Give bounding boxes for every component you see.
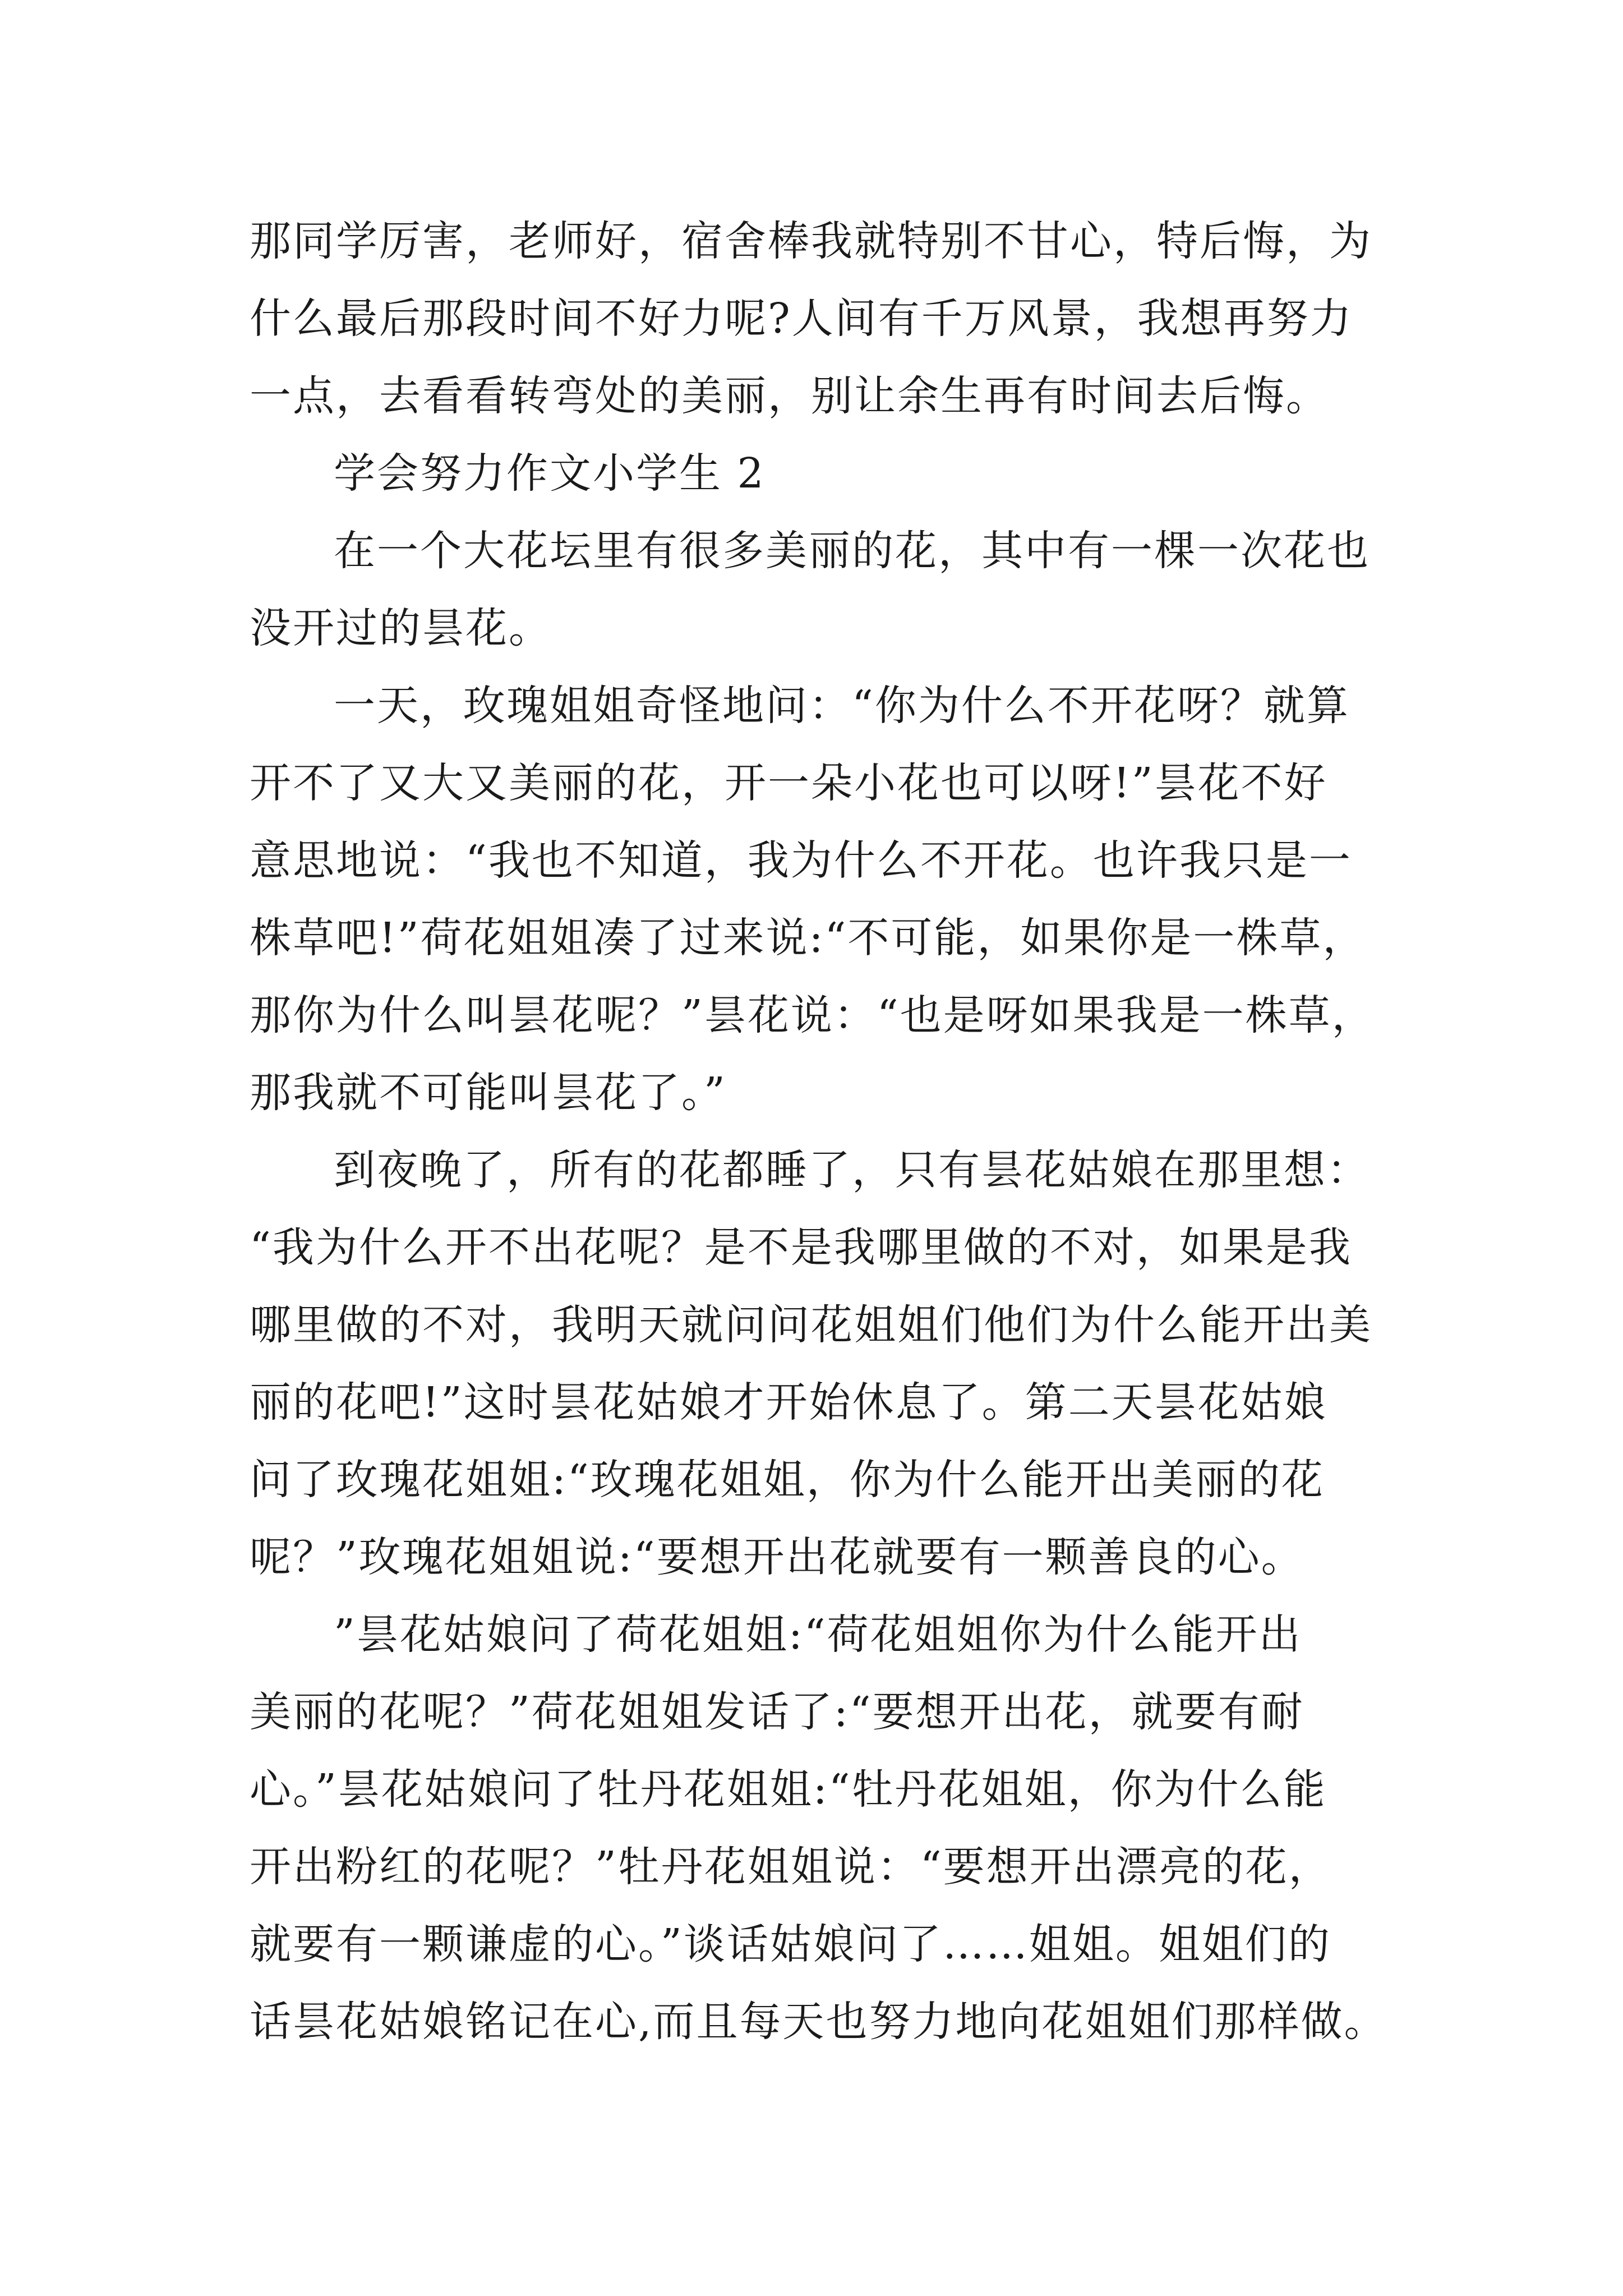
text-line: 在一个大花坛里有很多美丽的花，其中有一棵一次花也	[334, 527, 1370, 575]
text-line: 什么最后那段时间不好力呢?人间有千万风景，我想再努力	[250, 295, 1353, 343]
text-line: “我为什么开不出花呢？是不是我哪里做的不对，如果是我	[250, 1223, 1352, 1272]
text-line: 到夜晚了，所有的花都睡了，只有昙花姑娘在那里想：	[334, 1146, 1370, 1194]
text-line: 呢？”玫瑰花姐姐说:“要想开出花就要有一颗善良的心。	[250, 1533, 1304, 1581]
text-line: 丽的花吧!”这时昙花姑娘才开始休息了。第二天昙花姑娘	[250, 1378, 1327, 1427]
section-heading: 学会努力作文小学生 2	[334, 449, 766, 498]
text-line: 那同学厉害，老师好，宿舍棒我就特别不甘心，特后悔，为	[250, 217, 1372, 265]
text-line: 一天，玫瑰姐姐奇怪地问：“你为什么不开花呀？就算	[334, 682, 1350, 730]
text-line: 开出粉红的花呢？”牡丹花姐姐说：“要想开出漂亮的花，	[250, 1843, 1332, 1891]
text-line: 没开过的昙花。	[250, 604, 552, 652]
text-line: 心。”昙花姑娘问了牡丹花姐姐:“牡丹花姐姐，你为什么能	[250, 1765, 1327, 1814]
text-line: ”昙花姑娘问了荷花姐姐:“荷花姐姐你为什么能开出	[334, 1611, 1302, 1659]
text-line: 那你为什么叫昙花呢？”昙花说：“也是呀如果我是一株草，	[250, 991, 1375, 1039]
text-line: 话昙花姑娘铭记在心,而且每天也努力地向花姐姐们那样做。	[250, 1998, 1387, 2046]
text-line: 就要有一颗谦虚的心。”谈话姑娘问了……姐姐。姐姐们的	[250, 1920, 1331, 1968]
text-line: 一点，去看看转弯处的美丽，别让余生再有时间去后悔。	[250, 372, 1329, 420]
text-line: 问了玫瑰花姐姐:“玫瑰花姐姐，你为什么能开出美丽的花	[250, 1456, 1325, 1504]
text-line: 哪里做的不对，我明天就问问花姐姐们他们为什么能开出美	[250, 1301, 1372, 1349]
text-line: 那我就不可能叫昙花了。”	[250, 1069, 727, 1117]
text-line: 美丽的花呢？”荷花姐姐发话了:“要想开出花，就要有耐	[250, 1688, 1304, 1736]
text-line: 意思地说：“我也不知道，我为什么不开花。也许我只是一	[250, 836, 1352, 885]
text-line: 开不了又大又美丽的花，开一朵小花也可以呀!”昙花不好	[250, 759, 1327, 807]
text-line: 株草吧!”荷花姐姐凑了过来说:“不可能，如果你是一株草，	[250, 914, 1366, 962]
